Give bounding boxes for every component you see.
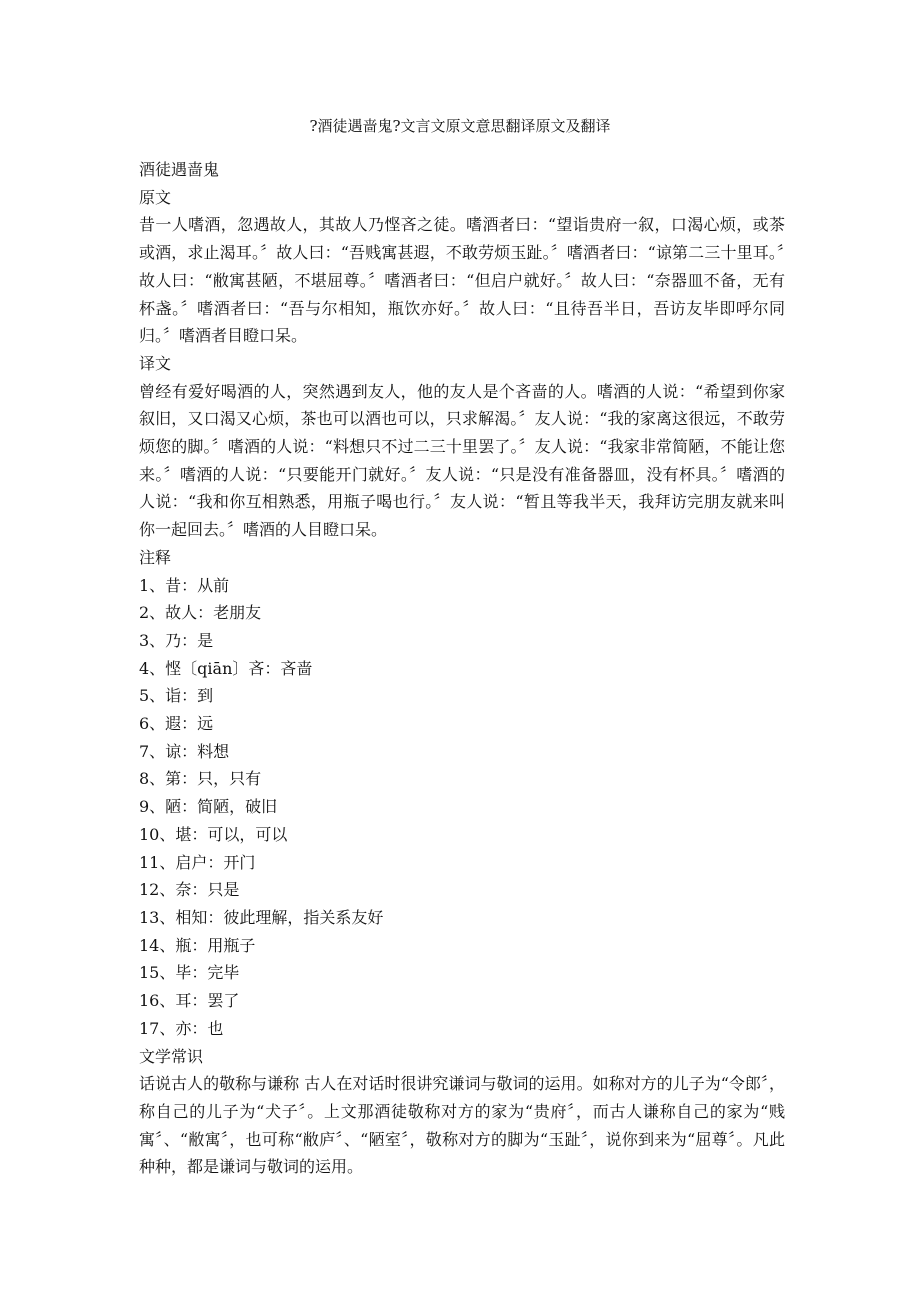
notes-list [139, 572, 785, 1043]
note-item: 8、第：只，只有 [139, 769, 262, 789]
note-item: 10、堪：可以，可以 [139, 824, 288, 844]
note-item: 3、乃：是 [139, 630, 214, 650]
story-title: 酒徒遇啬鬼 [139, 160, 220, 179]
translation-heading: 译文 [139, 353, 172, 373]
note-item: 7、谅：料想 [139, 741, 230, 761]
note-item: 13、相知：彼此理解，指关系友好 [139, 907, 384, 927]
note-item: 15、毕：完毕 [139, 963, 240, 983]
document-title: ?酒徒遇啬鬼?文言文原文意思翻译原文及翻译 [309, 117, 611, 135]
original-heading: 原文 [139, 187, 172, 207]
note-item: 16、耳：罢了 [139, 991, 240, 1011]
document-body [139, 156, 785, 1181]
note-item: 14、瓶：用瓶子 [139, 935, 256, 955]
note-item: 1、昔：从前 [139, 575, 230, 595]
note-item: 17、亦：也 [139, 1018, 224, 1038]
note-item: 11、启户：开门 [139, 852, 256, 872]
original-text: 昔一人嗜酒，忽遇故人，其故人乃悭吝之徒。嗜酒者曰：“望诣贵府一叙，口渴心烦，或茶或酒，求止渴耳。〞故人曰：“吾贱寓甚遐，不敢劳烦玉趾。〞嗜酒者曰：“谅第二三十里耳。〞故人曰：“敝寓甚陋，不堪屈尊。〞嗜酒者曰：“但启户就好。〞故人曰：“奈器皿不备，无有杯盏。〞嗜酒者曰：“吾与尔相知，瓶饮亦好。〞故人曰：“且待吾半日，吾访友毕即呼尔同归。〞嗜酒者目瞪口呆。 [139, 215, 785, 346]
knowledge-text: 话说古人的敬称与谦称 古人在对话时很讲究谦词与敬词的运用。如称对方的儿子为“令郎〞，称自己的儿子为“犬子〞。上文那酒徒敬称对方的家为“贵府〞，而古人谦称自己的家为“贱寓〞、“敝寓〞，也可称“敝庐〞、“陋室〞，敬称对方的脚为“玉趾〞，说你到来为“屈尊〞。凡此种种，都是谦词与敬词的运用。 [139, 1074, 785, 1177]
note-item: 5、诣：到 [139, 686, 214, 706]
note-item: 2、故人：老朋友 [139, 603, 262, 623]
note-item: 4、悭〔qiān〕吝：吝啬 [139, 658, 313, 678]
note-item: 9、陋：简陋，破旧 [139, 797, 278, 817]
translation-text: 曾经有爱好喝酒的人，突然遇到友人，他的友人是个吝啬的人。嗜酒的人说：“希望到你家叙旧，又口渴又心烦，茶也可以酒也可以，只求解渴。〞友人说：“我的家离这很远，不敢劳烦您的脚。〞嗜酒的人说：“料想只不过二三十里罢了。〞友人说：“我家非常简陋，不能让您来。〞嗜酒的人说：“只要能开门就好。〞友人说：“只是没有准备器皿，没有杯具。〞嗜酒的人说：“我和你互相熟悉，用瓶子喝也行。〞友人说：“暂且等我半天，我拜访完朋友就来叫你一起回去。〞嗜酒的人目瞪口呆。 [139, 381, 785, 540]
note-item: 12、奈：只是 [139, 880, 240, 900]
knowledge-heading: 文学常识 [139, 1046, 204, 1066]
note-item: 6、遐：远 [139, 714, 214, 734]
notes-heading: 注释 [139, 547, 172, 567]
